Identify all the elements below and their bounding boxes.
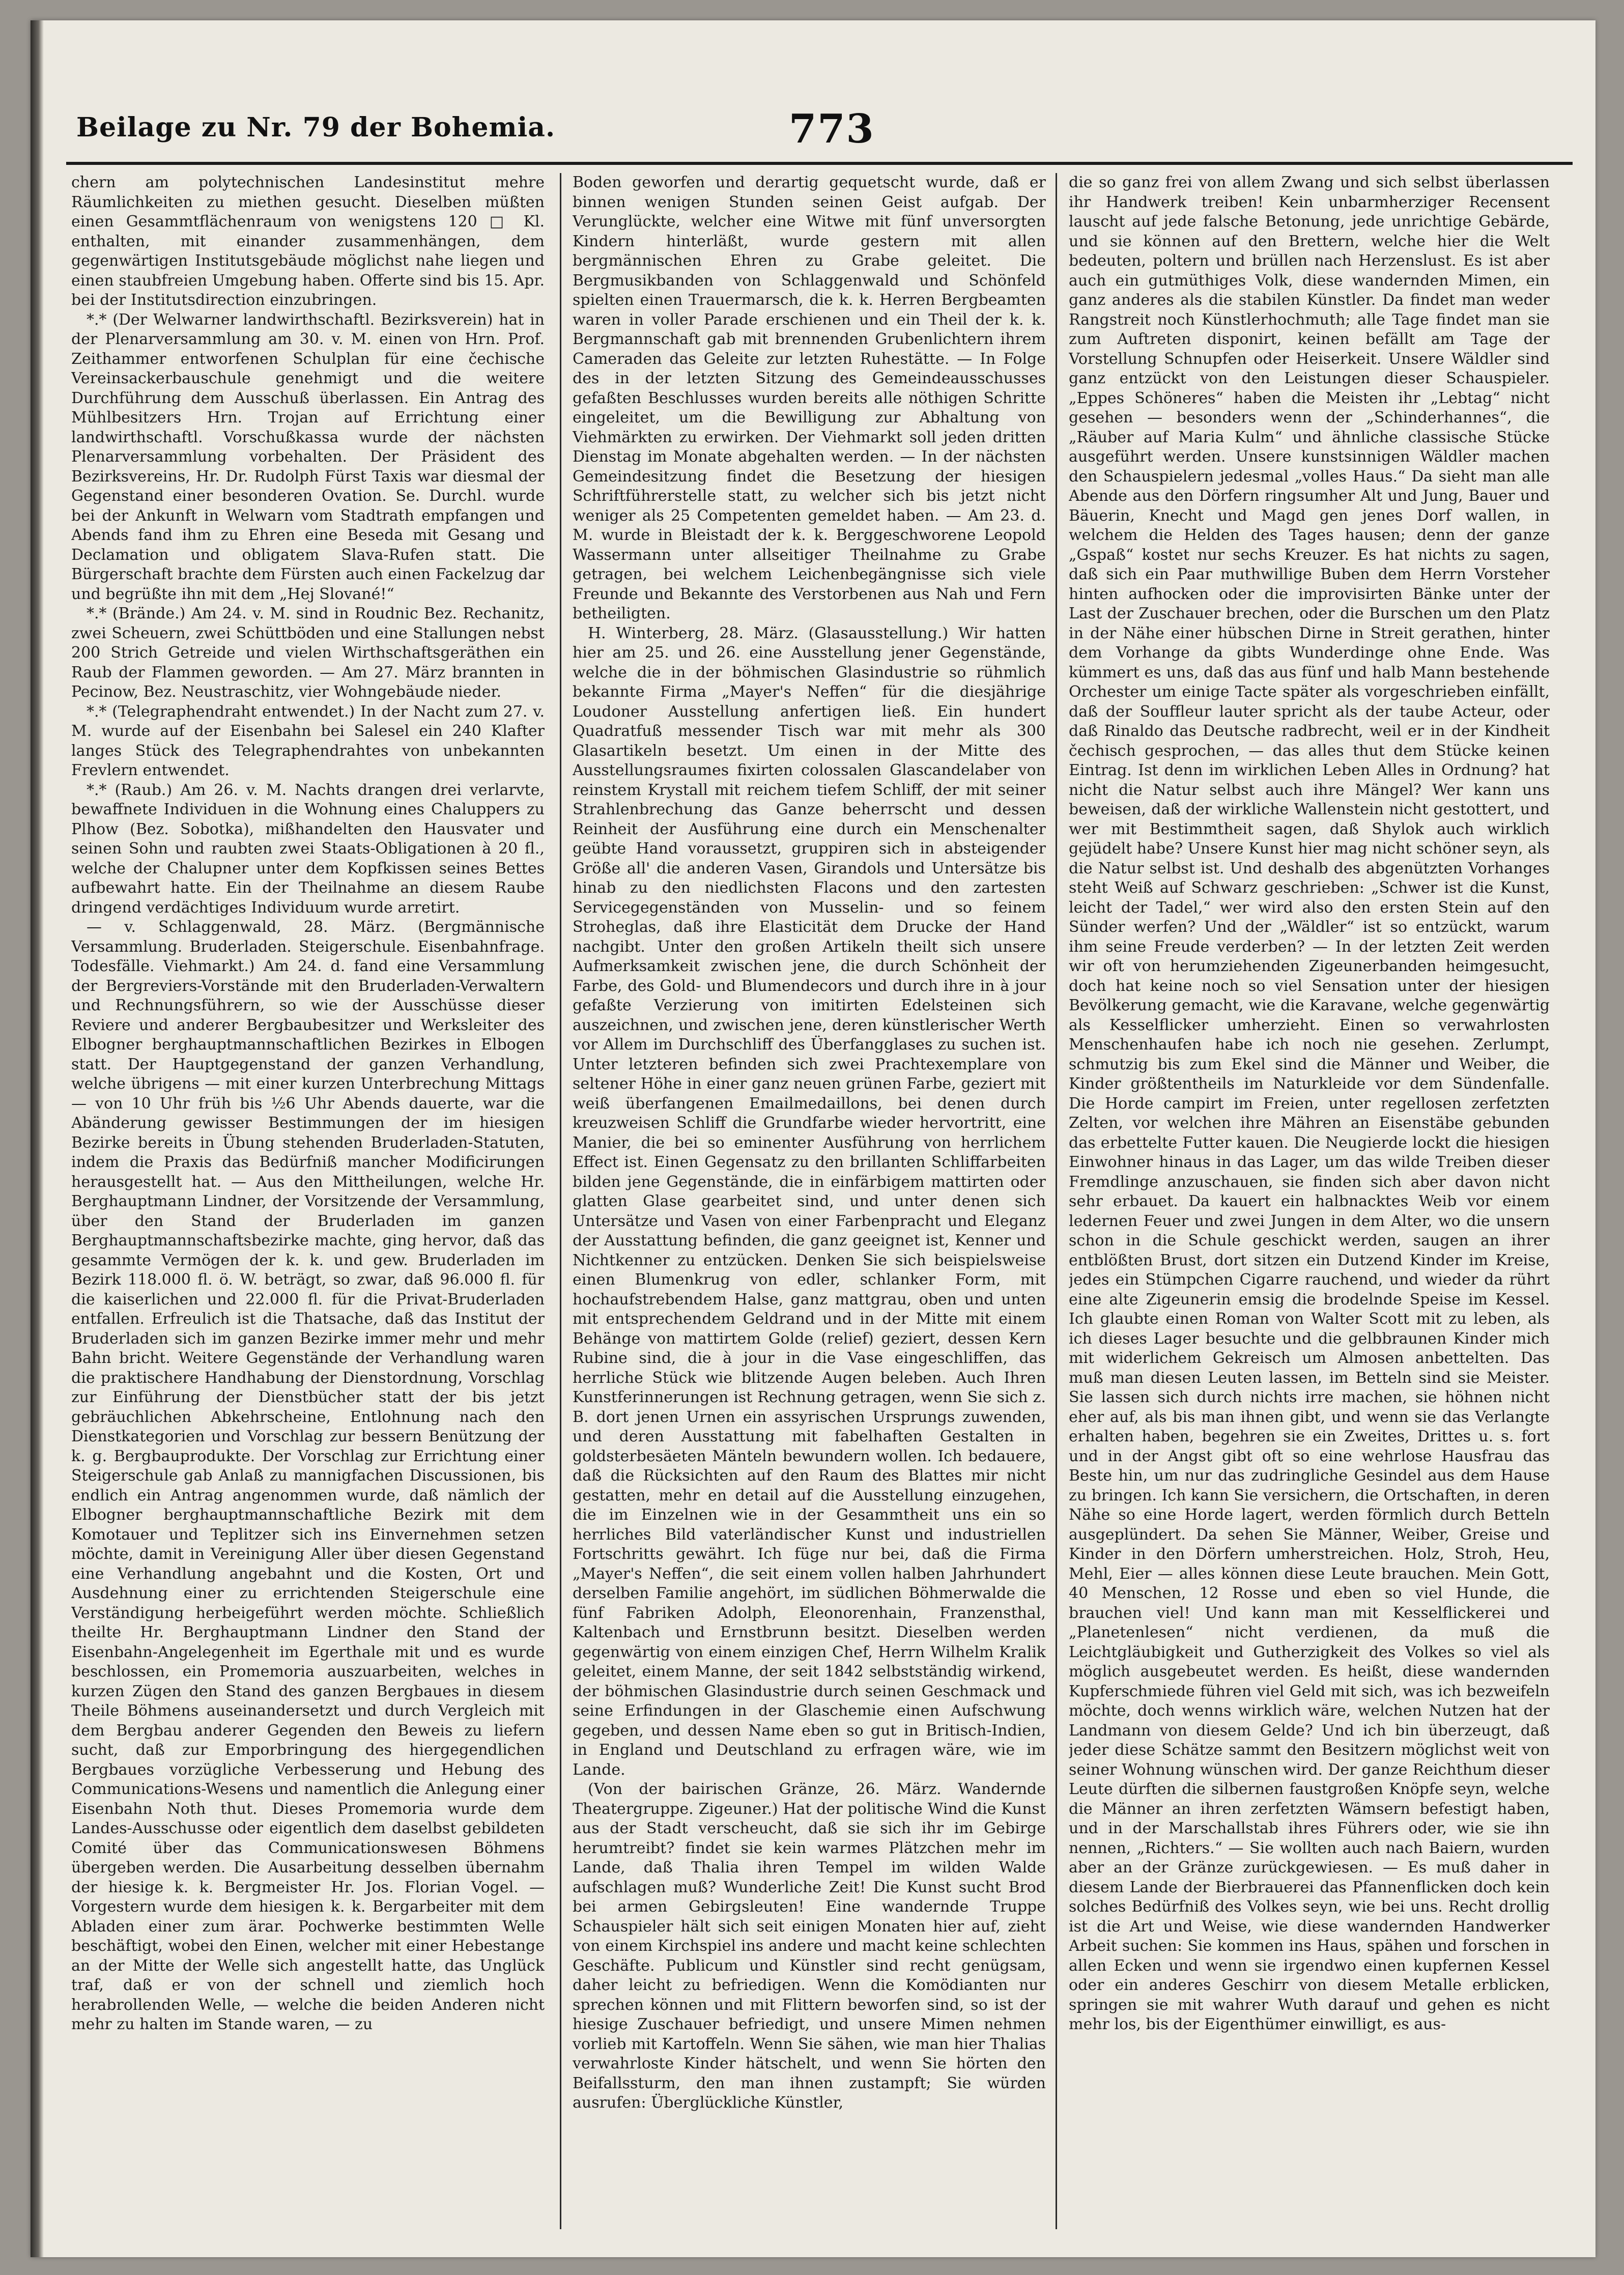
paragraph: — v. Schlaggenwald, 28. März. (Bergmännische Versammlung. Bruderladen. Steigerschule. Eisenbahnfrage. Todesfälle. Viehmarkt.) Am 24. d. fand eine Versammlung der Bergreviers-Vorstände mit den Bruderladen-Verwaltern und Rechnungsführern, so wie der Ausschüsse dieser Reviere und anderer Bergbaubesitzer und Werksleiter des Elbogner berghauptmannschaftlichen Bezirkes in Elbogen statt. Der Hauptgegenstand der ganzen Verhandlung, welche übrigens — mit einer kurzen Unterbrechung Mittags — von 10 Uhr früh bis ½6 Uhr Abends dauerte, war die Abänderung gewisser Bestimmungen der im hiesigen Bezirke bereits in Übung stehenden Bruderladen-Statuten, indem die Praxis das Bedürfniß mancher Modificirungen herausgestellt hat. — Aus den Mittheilungen, welche Hr. Berghauptmann Lindner, der Vorsitzende der Versammlung, über den Stand der Bruderladen im ganzen Berghauptmannschaftsbezirke machte, ging hervor, daß das gesammte Vermögen der k. k. und gew. Bruderladen im Bezirk 118.000 fl. ö. W. beträgt, so zwar, daß 96.000 fl. für die kaiserlichen und 22.000 fl. für die Privat-Bruderladen entfallen. Erfreulich ist die Thatsache, daß das Institut der Bruderladen sich im ganzen Bezirke immer mehr und mehr Bahn bricht. Weitere Gegenstände der Verhandlung waren die praktischere Handhabung der Dienstordnung, Vorschlag zur Einführung der Dienstbücher statt der bis jetzt gebräuchlichen Abkehrscheine, Entlohnung nach den Dienstkategorien und Vorschlag zur bessern Benützung der k. g. Bergbauprodukte. Der Vorschlag zur Errichtung einer Steigerschule gab Anlaß zu mannigfachen Discussionen, bis endlich ein Antrag angenommen wurde, daß nämlich der Elbogner berghauptmannschaftliche Bezirk mit dem Komotauer und Teplitzer sich ins Einvernehmen setzen möchte, damit in Vereinigung Aller über diesen Gegenstand eine Verhandlung angebahnt und die Kosten, Ort und Ausdehnung einer zu errichtenden Steigerschule eine Verständigung herbeigeführt werden möchte. Schließlich theilte Hr. Berghauptmann Lindner den Stand der Eisenbahn-Angelegenheit im Egerthale mit und es wurde beschlossen, ein Promemoria auszuarbeiten, welches in kurzen Zügen den Stand des ganzen Bergbaues in diesem Theile Böhmens auseinandersetzt und durch Vergleich mit dem Bergbau anderer Gegenden den Beweis zu liefern sucht, daß zur Emporbringung des hiergegendlichen Bergbaues vorzügliche Verbesserung und Hebung des Communications-Wesens und namentlich die Anlegung einer Eisenbahn Noth thut. Dieses Promemoria wurde dem Landes-Ausschusse oder eigentlich dem daselbst gebildeten Comité über das Communicationswesen Böhmens übergeben werden. Die Ausarbeitung desselben übernahm der hiesige k. k. Bergmeister Hr. Jos. Florian Vogel. — Vorgestern wurde dem hiesigen k. k. Bergarbeiter mit dem Abladen einer zum ärar. Pochwerke bestimmten Welle beschäftigt, wobei den Einen, welcher mit einer Hebestange an der Mitte der Welle sich angestellt hatte, das Unglück traf, daß er von der schnell und ziemlich hoch herabrollenden Welle, — welche die beiden Anderen nicht mehr zu halten im Stande waren, — zu — [71, 918, 545, 2033]
paragraph: Boden geworfen und derartig gequetscht wurde, daß er binnen wenigen Stunden seinen Geist aufgab. Der Verunglückte, welcher eine Witwe mit fünf unversorgten Kindern hinterläßt, wurde gestern mit allen bergmännischen Ehren zu Grabe geleitet. Die Bergmusikbanden von Schlaggenwald und Schönfeld spielten einen Trauermarsch, die k. k. Herren Bergbeamten waren in voller Parade erschienen und ein Theil der k. k. Bergmannschaft gab mit brennenden Grubenlichtern ihrem Cameraden das Geleite zur letzten Ruhestätte. — In Folge des in der letzten Sitzung des Gemeindeausschusses gefaßten Beschlusses wurden bereits alle nöthigen Schritte eingeleitet, um die Bewilligung zur Abhaltung von Viehmärkten zu erwirken. Der Viehmarkt soll jeden dritten Dienstag im Monate abgehalten werden. — In der nächsten Gemeindesitzung findet die Besetzung der hiesigen Schriftführerstelle statt, zu welcher sich bis jetzt nicht weniger als 25 Competenten gemeldet haben. — Am 23. d. M. wurde in Bleistadt der k. k. Berggeschworene Leopold Wassermann unter allseitiger Theilnahme zu Grabe getragen, bei welchem Leichenbegängnisse sich viele Freunde und Bekannte des Verstorbenen aus Nah und Fern betheiligten. — [573, 174, 1046, 622]
column-2 — [573, 173, 1046, 2234]
column-1 — [71, 173, 545, 2234]
page-binding-edge — [31, 20, 44, 2257]
supplement-title: Beilage zu Nr. 79 der Bohemia. — [76, 112, 556, 143]
paragraph: die so ganz frei von allem Zwang und sich selbst überlassen ihr Handwerk treiben! Kein unbarmherziger Recensent lauscht auf jede falsche Betonung, jede unrichtige Gebärde, und sie können auf den Brettern, welche hier die Welt bedeuten, poltern und brüllen nach Herzenslust. Es ist aber auch ein gutmüthiges Volk, diese wandernden Mimen, ein ganz anderes als die stabilen Künstler. Da findet man weder Rangstreit noch Künstlerhochmuth; alle Tage findet man sie zum Auftreten disponirt, keinen befällt am Tage der Vorstellung Schnupfen oder Heiserkeit. Unsere Wäldler sind ganz entzückt von den Leistungen dieser Schauspieler. „Eppes Schöneres“ haben die Meisten ihr „Lebtag“ nicht gesehen — besonders wenn der „Schinderhannes“, die „Räuber auf Maria Kulm“ und ähnliche classische Stücke ausgeführt werden. Unsere kunstsinnigen Wäldler machen den Schauspielern jedesmal „volles Haus.“ Da sieht man alle Abende aus den Dörfern ringsumher Alt und Jung, Bauer und Bäuerin, Knecht und Magd gen jenes Dorf wallen, in welchem die Helden des Tages hausen; denn der ganze „Gspaß“ kostet nur sechs Kreuzer. Es hat nichts zu sagen, daß sich ein Paar muthwillige Buben dem Herrn Vorsteher hinten aufhocken oder die improvisirten Bänke unter der Last der Zuschauer brechen, oder die Burschen um den Platz in der Nähe einer hübschen Dirne in Streit gerathen, hinter dem Vorhange da gibts Wunderdinge ohne Ende. Was kümmert es uns, daß das aus fünf und halb Mann bestehende Orchester um einige Tacte später als vorgeschrieben einfällt, daß der Souffleur lauter spricht als der taube Acteur, oder daß Rinaldo das Deutsche radbrecht, weil er in der Kindheit čechisch gesprochen, — das alles thut dem Stücke keinen Eintrag. Ist denn im wirklichen Leben Alles in Ordnung? hat nicht die Natur selbst auch ihre Mängel? Wer kann uns beweisen, daß der wirkliche Wallenstein nicht gestottert, und wer mit Bestimmtheit sagen, daß Shylok auch wirklich gejüdelt habe? Unsere Kunst hier mag nicht schöner seyn, als die Natur selbst ist. Und deshalb des abgenützten Vorhanges steht Weiß auf Schwarz geschrieben: „Schwer ist die Kunst, leicht der Tadel,“ wer wird also den ersten Stein auf den Sünder werfen? Und der „Wäldler“ ist so entzückt, warum ihm seine Freude verderben? — In der letzten Zeit werden wir oft von herumziehenden Zigeunerbanden heimgesucht, doch hat keine noch so viel Sensation unter der hiesigen Bevölkerung gemacht, wie die Karavane, welche gegenwärtig als Kesselflicker umherzieht. Einen so verwahrlosten Menschenhaufen habe ich noch nie gesehen. Zerlumpt, schmutzig bis zum Ekel sind die Männer und Weiber, die Kinder größtentheils im Naturkleide vor dem Sündenfalle. Die Horde campirt im Freien, unter regellosen zerfetzten Zelten, vor welchen ihre Mähren an Eisenstäbe gebunden das erbettelte Futter kauen. Die Neugierde lockt die hiesigen Einwohner hinaus in das Lager, um das wilde Treiben dieser Fremdlinge anzuschauen, sie finden sich aber davon nicht sehr erbauet. Da kauert ein halbnacktes Weib vor einem ledernen Feuer und zwei Jungen in dem Alter, wo die unsern schon in die Schule geschickt werden, saugen an ihrer entblößten Brust, dort sitzen ein Dutzend Kinder im Kreise, jedes ein Stümpchen Cigarre rauchend, und wieder da rührt eine alte Zigeunerin emsig die brodelnde Speise im Kessel. Ich glaubte einen Roman von Walter Scott mit zu leben, als ich dieses Lager besuchte und die gelbbraunen Kinder mich mit widerlichem Gekreisch um Almosen anbettelten. Das muß man diesen Leuten lassen, im Betteln sind sie Meister. Sie lassen sich durch nichts irre machen, sie höhnen nicht eher auf, als bis man ihnen gibt, und wenn sie das Verlangte erhalten haben, begehren sie ein Zweites, Drittes u. s. fort und in der Angst gibt oft so eine wehrlose Hausfrau das Beste hin, um nur das zudringliche Gesindel aus dem Hause zu bringen. Ich kann Sie versichern, die Ortschaften, in deren Nähe so eine Horde lagert, werden förmlich durch Betteln ausgeplündert. Da sehen Sie Männer, Weiber, Greise und Kinder in den Dörfern umherstreichen. Holz, Stroh, Heu, Mehl, Eier — alles können diese Leute brauchen. Mein Gott, 40 Menschen, 12 Rosse und eben so viel Hunde, die brauchen viel! Und kann man mit Kesselflickerei und „Planetenlesen“ nicht verdienen, da muß die Leichtgläubigkeit und Gutherzigkeit des Volkes so viel als möglich ausgebeutet werden. Es heißt, diese wandernden Kupferschmiede führen viel Geld mit sich, was ich bezweifeln möchte, doch wenns wirklich wäre, welchen Nutzen hat der Landmann von diesem Gelde? Und ich bin überzeugt, daß jeder diese Schätze sammt den Besitzern möglichst weit von seiner Wohnung wünschen wird. Der ganze Reichthum dieser Leute dürften die silbernen faustgroßen Knöpfe seyn, welche die Männer an ihren zerfetzten Wämsern befestigt haben, und in der Marschallstab ihres Führers oder, wie sie ihn nennen, „Richters.“ — Sie wollten auch nach Baiern, wurden aber an der Gränze zurückgewiesen. — Es muß daher in diesem Lande der Bierbrauerei das Pfannenflicken doch kein solches Bedürfniß des Volkes seyn, wie bei uns. Recht drollig ist die Art und Weise, wie diese wandernden Handwerker Arbeit suchen: Sie kommen ins Haus, spähen und forschen in allen Ecken und wenn sie irgendwo einen kupfernen Kessel oder ein anderes Geschirr von diesem Metalle erblicken, springen sie mit wahrer Wuth darauf und gehen es nicht mehr los, bis der Eigenthümer einwilligt, es aus- — [1069, 174, 1550, 2033]
column-divider — [1056, 173, 1057, 2229]
column-divider — [560, 173, 561, 2229]
paragraph: *.* (Der Welwarner landwirthschaftl. Bezirksverein) hat in der Plenarversammlung am 30. v. M. einen von Hrn. Prof. Zeithammer entworfenen Schulplan für eine čechische Vereinsackerbauschule genehmigt und die weitere Durchführung dem Ausschuß überlassen. Ein Antrag des Mühlbesitzers Hrn. Trojan auf Errichtung einer landwirthschaftl. Vorschußkassa wurde der nächsten Plenarversammlung vorbehalten. Der Präsident des Bezirksvereins, Hr. Dr. Rudolph Fürst Taxis war diesmal der Gegenstand einer besonderen Ovation. Se. Durchl. wurde bei der Ankunft in Welwarn vom Stadtrath empfangen und Abends fand ihm zu Ehren eine Beseda mit Gesang und Declamation und obligatem Slava-Rufen statt. Die Bürgerschaft brachte dem Fürsten auch einen Fackelzug dar und begrüßte ihn mit dem „Hej Slované!“ — [71, 310, 545, 603]
header-rule — [66, 162, 1573, 165]
paragraph: chern am polytechnischen Landesinstitut mehre Räumlichkeiten zu miethen gesucht. Dieselben müßten einen Gesammtflächenraum von wenigstens 120 □ Kl. enthalten, mit einander zusammenhängen, dem gegenwärtigen Institutsgebäude möglichst nahe liegen und einen staubfreien Umgebung haben. Offerte sind bis 15. Apr. bei der Institutsdirection einzubringen. — [71, 174, 545, 309]
paragraph: H. Winterberg, 28. März. (Glasausstellung.) Wir hatten hier am 25. und 26. eine Ausstellung jener Gegenstände, welche die in der böhmischen Glasindustrie so rühmlich bekannte Firma „Mayer's Neffen“ für die diesjährige Loudoner Ausstellung anfertigen ließ. Ein hundert Quadratfuß messender Tisch war mit mehr als 300 Glasartikeln besetzt. Um einen in der Mitte des Ausstellungsraumes fixirten colossalen Glascandelaber von reinstem Krystall mit reichem tiefem Schliff, der mit seiner Strahlenbrechung das Ganze beherrscht und dessen Reinheit der Ausführung eine durch ein Menschenalter geübte Hand voraussetzt, gruppiren sich in absteigender Größe all' die anderen Vasen, Girandols und Untersätze bis hinab zu den niedlichsten Flacons und den zartesten Servicegegenständen von Musselin- und so feinem Stroheglas, daß ihre Elasticität dem Drucke der Hand nachgibt. Unter den großen Artikeln theilt sich unsere Aufmerksamkeit zwischen jene, die durch Schönheit der Farbe, des Gold- und Blumendecors und durch ihre in à jour gefaßte Verzierung von imitirten Edelsteinen sich auszeichnen, und zwischen jene, deren künstlerischer Werth vor Allem im Durchschliff des Überfangglases zu suchen ist. Unter letzteren befinden sich zwei Prachtexemplare von seltener Höhe in einer ganz neuen grünen Farbe, geziert mit weiß überfangenen Emailmedaillons, bei denen durch kreuzweisen Schliff die Grundfarbe wieder hervortritt, eine Manier, die bei so eminenter Ausführung von herrlichem Effect ist. Einen Gegensatz zu den brillanten Schliffarbeiten bilden jene Gegenstände, die in einfärbigem mattirten oder glatten Glase gearbeitet sind, und unter denen sich Untersätze und Vasen von einer Farbenpracht und Eleganz der Ausstattung befinden, die ganz geeignet ist, Kenner und Nichtkenner zu entzücken. Denken Sie sich beispielsweise einen Blumenkrug von edler, schlanker Form, mit hochaufstrebendem Halse, ganz mattgrau, oben und unten mit entsprechendem Geldrand und in der Mitte mit einem Behänge von mattirtem Golde (relief) geziert, dessen Kern Rubine sind, die à jour in die Vase eingeschliffen, das herrliche Stück wie blitzende Augen beleben. Auch Ihren Kunstferinnerungen ist Rechnung getragen, wenn Sie sich z. B. dort jenen Urnen ein assyrischen Ursprungs zuwenden, und deren Ausstattung mit fabelhaften Gestalten in goldsterbesäeten Mänteln bewundern wollen. Ich bedauere, daß die Rücksichten auf den Raum des Blattes mir nicht gestatten, mehr en detail auf die Ausstellung einzugehen, die im Einzelnen wie in der Gesammtheit uns ein so herrliches Bild vaterländischer Kunst und industriellen Fortschritts gewährt. Ich füge nur bei, daß die Firma „Mayer's Neffen“, die seit einem vollen halben Jahrhundert derselben Familie angehört, im südlichen Böhmerwalde die fünf Fabriken Adolph, Eleonorenhain, Franzensthal, Kaltenbach und Ernstbrunn besitzt. Dieselben werden gegenwärtig von einem einzigen Chef, Herrn Wilhelm Kralik geleitet, einem Manne, der seit 1842 selbstständig wirkend, der böhmischen Glasindustrie durch seinen Geschmack und seine Erfindungen in der Glaschemie einen Aufschwung gegeben, und dessen Name eben so gut in Britisch-Indien, in England und Deutschland zu erfragen wäre, wie im Lande. — [573, 624, 1046, 1779]
paragraph: *.* (Telegraphendraht entwendet.) In der Nacht zum 27. v. M. wurde auf der Eisenbahn bei Salesel ein 240 Klafter langes Stück des Telegraphendrahtes von unbekannten Frevlern entwendet. — [71, 702, 545, 779]
paragraph: *.* (Brände.) Am 24. v. M. sind in Roudnic Bez. Rechanitz, zwei Scheuern, zwei Schüttböden und eine Stallungen nebst 200 Strich Getreide und vielen Wirthschaftsgeräthen ein Raub der Flammen geworden. — Am 27. März brannten in Pecinow, Bez. Neustraschitz, vier Wohngebäude nieder. — [71, 605, 545, 701]
paragraph: *.* (Raub.) Am 26. v. M. Nachts drangen drei verlarvte, bewaffnete Individuen in die Wohnung eines Chaluppers zu Plhow (Bez. Sobotka), mißhandelten den Hausvater und seinen Sohn und raubten zwei Staats-Obligationen à 20 fl., welche der Chalupner unter dem Kopfkissen seines Bettes aufbewahrt hatte. Ein der Theilnahme an diesem Raube dringend verdächtiges Individuum wurde arretirt. — [71, 781, 545, 917]
column-3 — [1069, 173, 1550, 2234]
page-number: 773 — [789, 106, 875, 152]
paragraph: (Von der bairischen Gränze, 26. März. Wandernde Theatergruppe. Zigeuner.) Hat der politische Wind die Kunst aus der Stadt verscheucht, daß sie sich ihr im Gebirge herumtreibt? findet sie kein warmes Plätzchen mehr im Lande, daß Thalia ihren Tempel im wilden Walde aufschlagen muß? Wunderliche Zeit! Die Kunst sucht Brod bei armen Gebirgsleuten! Eine wandernde Truppe Schauspieler hält sich seit einigen Monaten hier auf, zieht von einem Kirchspiel ins andere und macht keine schlechten Geschäfte. Publicum und Künstler sind recht genügsam, daher leicht zu befriedigen. Wenn die Komödianten nur sprechen können und mit Flittern beworfen sind, so ist der hiesige Zuschauer befriedigt, und unsere Mimen nehmen vorlieb mit Kartoffeln. Wenn Sie sähen, wie man hier Thalias verwahrloste Kinder hätschelt, und wenn Sie hörten den Beifallssturm, den man ihnen zustampft; Sie würden ausrufen: Überglückliche Künstler, — [573, 1780, 1046, 2112]
page-header — [66, 106, 1573, 157]
newspaper-page — [31, 20, 1595, 2257]
